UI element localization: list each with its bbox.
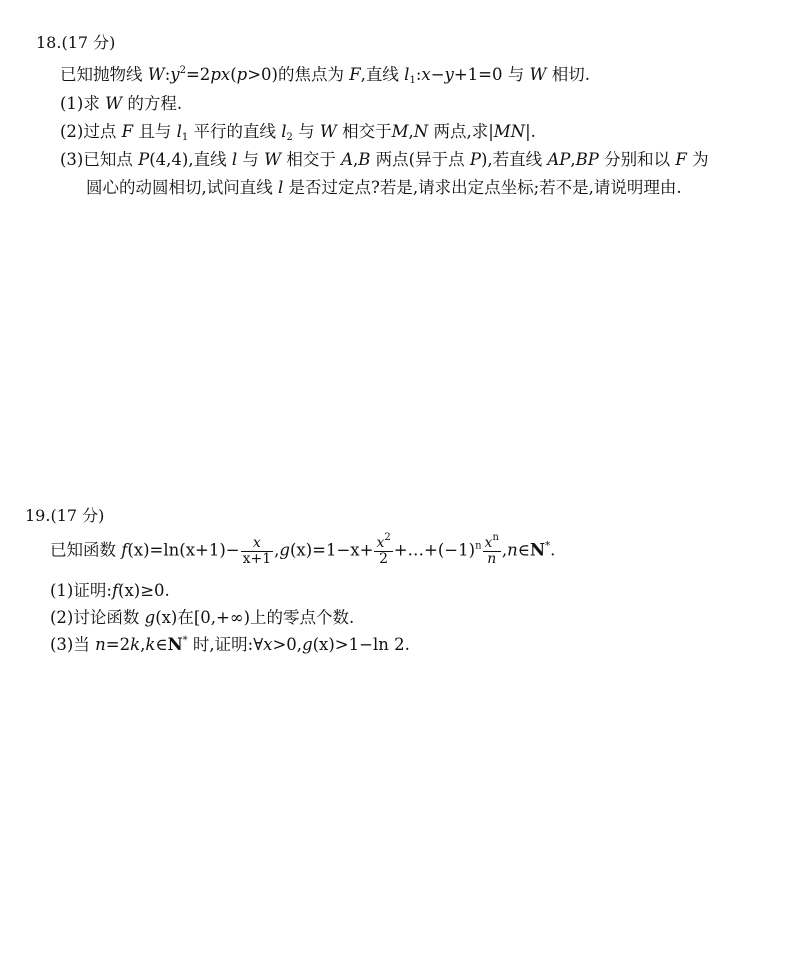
problem-18-question-2: (2)过点 F 且与 $l_1$ 平行的直线 $l_2$ 与 W 相交于M,N 两点,求|MN|. [60,122,536,143]
fraction-x-n-over-n: $\frac{x^n}{n}$ [484,532,499,567]
problem-score: (17 分) [61,33,116,52]
problem-18-stem: 已知抛物线 $W:y^2=2px(p>0)$的焦点为 F,直线 $l_1:x-y+1=0$ 与 W 相切. [60,65,590,86]
problem-19-question-3: (3)当 n=2k,k∈N* 时,证明:∀x>0,g(x)>1−ln 2. [50,635,410,654]
problem-19-stem: 已知函数 f(x)=ln(x+1)− $\frac{x}{x+1}$ ,g(x)=1−x+ $\frac{x^2}{2}$ $+\dots+(-1)^n$ $\frac{x^n}{n}$ ,n∈N*. [50,532,556,567]
fraction-x-squared-over-2: $\frac{x^2}{2}$ [376,532,391,567]
problem-number: 19. [25,506,51,525]
problem-number: 18. [36,33,62,52]
fraction-x-over-x-plus-1: $\frac{x}{x+1}$ [242,535,272,567]
problem-18-question-3-line-1: (3)已知点 P(4,4),直线 l 与 W 相交于 A,B 两点(异于点 P),若直线 AP,BP 分别和以 F 为 [60,150,709,169]
problem-19-question-2: (2)讨论函数 g(x)在[0,+∞)上的零点个数. [50,608,355,627]
problem-score: (17 分) [50,506,105,525]
problem-18-question-3-line-2: 圆心的动圆相切,试问直线 l 是否过定点?若是,请求出定点坐标;若不是,请说明理由. [86,178,682,197]
problem-19-header [25,503,104,526]
problem-19-question-1: (1)证明:f(x)≥0. [50,581,170,600]
problem-18-header [36,30,115,53]
problem-18-question-1: (1)求 W 的方程. [60,94,183,113]
